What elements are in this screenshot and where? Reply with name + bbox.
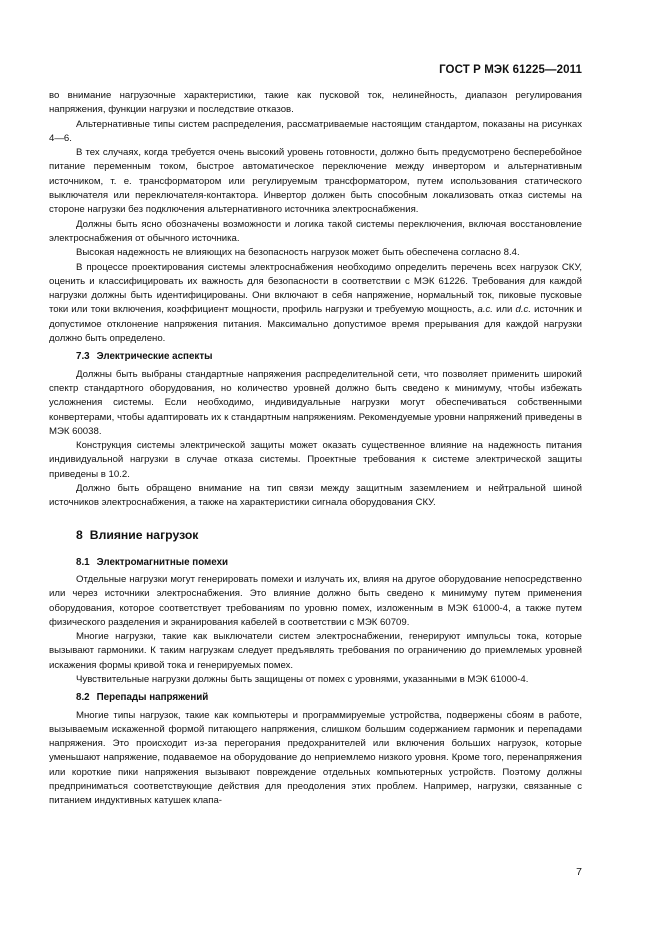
paragraph-text: В процессе проектирования системы электроснабжения необходимо определить перечень всех нагрузок СКУ, оценить и классифицировать их важность для безопасности в соответствии с МЭК 61226. Требования для каждой нагрузки должны быть идентифицированы. Они включают в себя напряжение, нормальный ток, пиковые пусковые токи или токи включения, коэффициент мощности, профиль нагрузки и требуемую мощность, <box>49 261 582 316</box>
section-number: 8 <box>76 527 83 542</box>
paragraph: Чувствительные нагрузки должны быть защищены от помех с уровнями, указанными в МЭК 61000-4. <box>76 673 529 685</box>
paragraph: Многие типы нагрузок, такие как компьютеры и программируемые устройства, подвержены сбоям в работе, вызываемым искаженной формой питающего напряжения, слишком большим содержанием гармоник и перепадами напряжения. Это происходит из-за перегорания предохранителей или включения больших нагрузок, которые уменьшают напряжение, подаваемое на оборудование до неприемлемо низкого уровня. Кроме того, перенапряжения или короткие пики напряжения вызывают повреждение отдельных компьютерных устройств. Поэтому должны предприниматься соответствующие действия для преодоления этих проблем. Например, нагрузки, связанные с питанием индуктивных катушек клапа- <box>49 709 582 807</box>
paragraph: Многие нагрузки, такие как выключатели систем электроснабжении, генерируют импульсы тока, которые вызывают гармоники. К таким нагрузкам следует предъявлять требования по ограничению до приемлемых уровней искажения формы кривой тока и генерируемых помех. <box>49 631 582 671</box>
paragraph: Отдельные нагрузки могут генерировать помехи и излучать их, влияя на другое оборудование непосредственно или через источники электроснабжения. Это влияние должно быть сведено к минимуму путем применения оборудования, которое соответствует требованиям по уровню помех, изложенным в МЭК 61000-4, а также путем физического разделения и экранирования кабелей в соответствии с МЭК 60709. <box>49 573 582 628</box>
section-heading-8-2 <box>49 691 582 705</box>
page-number: 7 <box>576 866 582 878</box>
document-body <box>49 89 582 809</box>
section-title: Перепады напряжений <box>96 692 209 704</box>
paragraph: В тех случаях, когда требуется очень высокий уровень готовности, должно быть предусмотрено бесперебойное питание переменным током, быстрое автоматическое переключение между инвертором и альтернативным источником, т. е. трансформатором или регулируемым трансформатором, путем использования статического выключателя или переключателя-контактора. Инвертор должен быть способным локализовать отказ системы на стороне нагрузки без подключения альтернативного источника электроснабжения. <box>49 147 582 216</box>
section-number: 8.2 <box>76 692 90 704</box>
paragraph: во внимание нагрузочные характеристики, такие как пусковой ток, нелинейность, диапазон регулирования напряжения, функции нагрузки и последствие отказов. <box>49 90 582 116</box>
section-title: Электромагнитные помехи <box>96 556 229 568</box>
paragraph: Должно быть обращено внимание на тип связи между защитным заземлением и нейтральной шиной источников электроснабжения, а также на характеристики сигнала оборудования СКУ. <box>49 483 582 509</box>
paragraph: Конструкция системы электрической защиты может оказать существенное влияние на надежность питания индивидуальной нагрузки в случае отказа системы. Проектные требования к системе электрической защиты приведены в 10.2. <box>49 440 582 480</box>
section-title: Влияние нагрузок <box>89 527 199 542</box>
ac-term: a.c. <box>477 304 493 316</box>
paragraph-text: источник и допустимое отклонение напряжения питания. Максимально допустимое время прерывания для каждой нагрузки должно быть определено. <box>49 304 583 345</box>
section-title: Электрические аспекты <box>96 351 213 363</box>
paragraph-load-requirements <box>49 261 582 347</box>
section-number: 8.1 <box>76 556 90 568</box>
paragraph: Высокая надежность не влияющих на безопасность нагрузок может быть обеспечена согласно 8.4. <box>76 247 520 259</box>
section-heading-8-1 <box>49 556 582 570</box>
connector-text: или <box>492 304 516 316</box>
section-number: 7.3 <box>76 351 90 363</box>
paragraph: Должны быть ясно обозначены возможности и логика такой системы переключения, включая восстановление электроснабжения от обычного источника. <box>49 218 582 244</box>
paragraph: Альтернативные типы систем распределения, рассматриваемые настоящим стандартом, показаны на рисунках 4—6. <box>49 118 582 144</box>
standard-header: ГОСТ Р МЭК 61225—2011 <box>439 64 582 76</box>
section-heading-7-3 <box>49 350 582 364</box>
section-heading-8 <box>49 527 582 543</box>
paragraph: Должны быть выбраны стандартные напряжения распределительной сети, что позволяет применить широкий спектр стандартного оборудования, но количество уровней должно быть сведено к минимуму, чтобы избежать усложнения системы. Если необходимо, индивидуальные нагрузки могут обеспечиваться собственными конвертерами, чтобы адаптировать их к стандартным напряжениям. Рекомендуемые уровни напряжений приведены в МЭК 60038. <box>49 368 582 437</box>
dc-term: d.c. <box>515 304 531 316</box>
